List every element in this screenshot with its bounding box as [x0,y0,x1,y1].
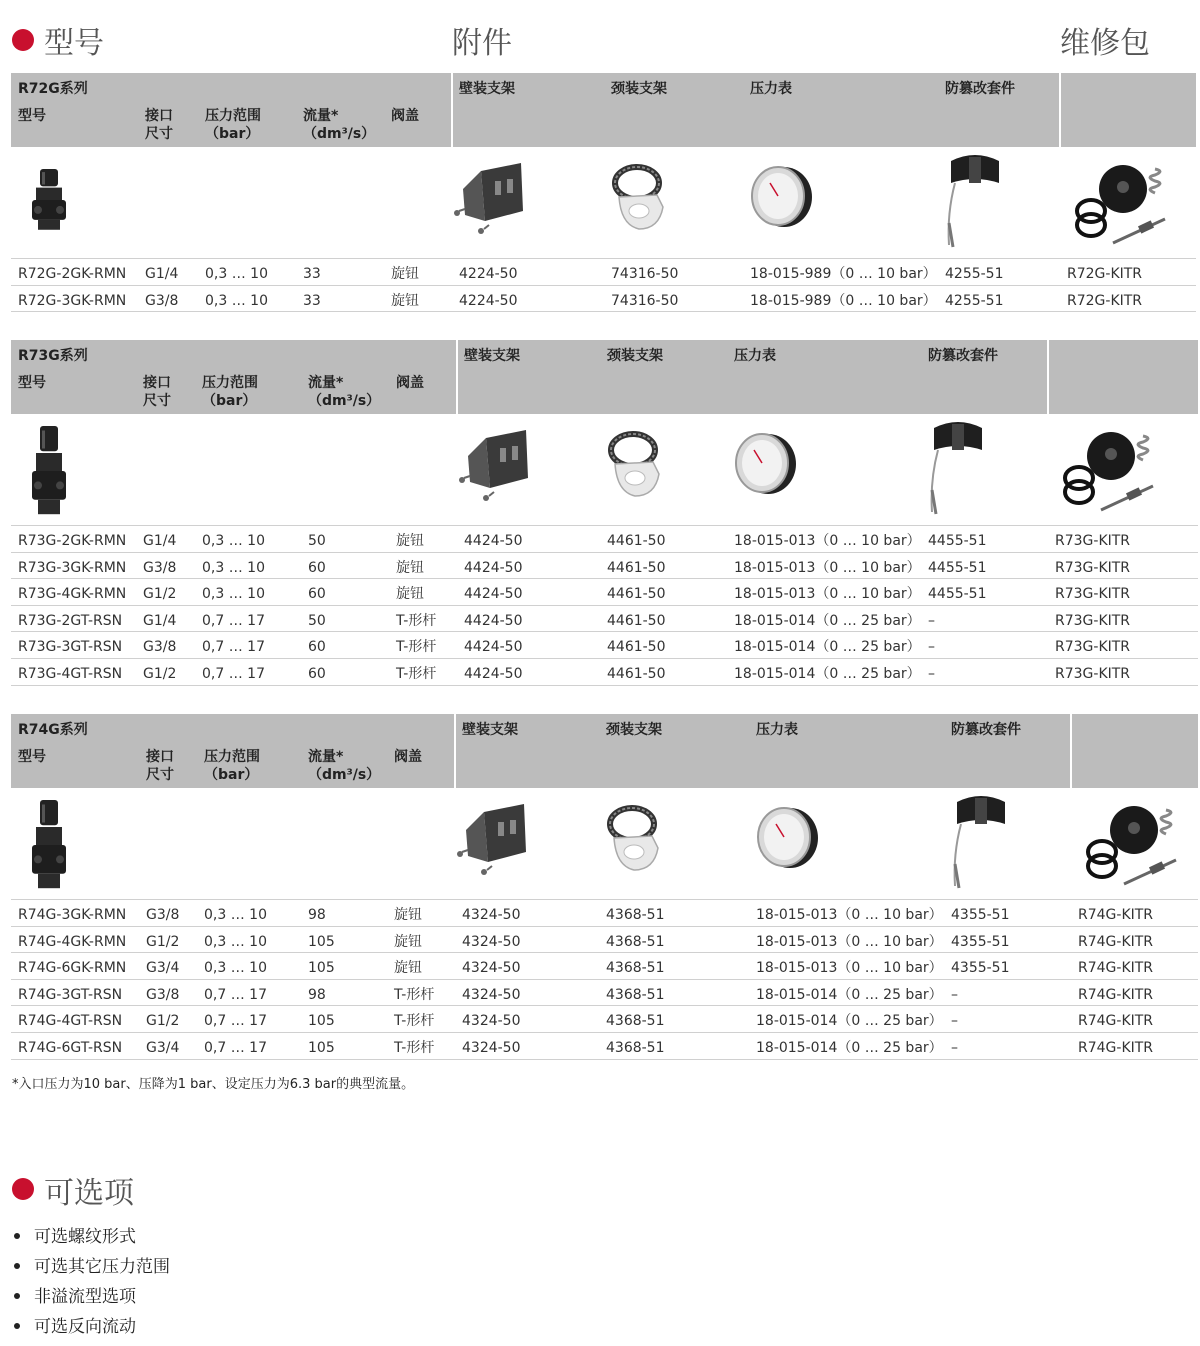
neck-bracket-image [602,800,672,880]
table-header-kit [1049,340,1198,414]
table-cell: 60 [308,586,326,603]
table-cell: – [951,1013,958,1030]
table-cell: 4461-50 [607,666,666,682]
options-list [12,1222,170,1342]
table-cell: 0,7 … 17 [202,639,265,656]
table-cell: 18-015-013（0 … 10 bar） [756,907,943,923]
table-cell: 33 [303,266,321,282]
table-cell: R73G-KITR [1055,666,1131,682]
column-header-neck-bracket: 颈装支架 [611,81,667,97]
table-cell: G1/4 [143,533,177,549]
table-cell: G3/4 [146,960,180,977]
table-cell: 4224-50 [459,266,518,282]
table-cell: 74316-50 [611,292,679,309]
table-cell: 50 [308,533,326,549]
table-cell: R73G-2GK-RMN [18,533,127,549]
table-cell: 4368-51 [606,986,665,1003]
table-cell: 4324-50 [462,1013,521,1030]
table-cell: 18-015-014（0 … 25 bar） [756,1013,943,1030]
table-cell: 4355-51 [951,960,1010,977]
column-header-port: 接口 尺寸 [143,375,171,409]
table-cell: 4324-50 [462,960,521,977]
table-cell: 4355-51 [951,907,1010,923]
table-cell: 4461-50 [607,612,666,629]
row-divider [11,1005,1198,1006]
table-cell: 4455-51 [928,559,987,576]
row-divider [11,685,1198,686]
table-cell: G1/2 [146,1013,180,1030]
row-divider [11,311,1196,312]
table-cell: G1/2 [143,586,177,603]
table-cell: R73G-KITR [1055,612,1131,629]
row-divider [11,1032,1198,1033]
table-cell: R74G-KITR [1078,1040,1154,1056]
table-cell: 105 [308,1013,335,1030]
table-cell: 50 [308,612,326,629]
row-divider [11,552,1198,553]
accessories-heading: 附件 [452,26,512,61]
list-item: 可选反向流动 [12,1312,170,1342]
list-item: 非溢流型选项 [12,1282,170,1312]
column-header-port: 接口 尺寸 [145,108,173,142]
gauge-image [730,428,800,502]
table-cell: 旋钮 [394,907,422,923]
column-header-tamper-kit: 防篡改套件 [945,81,1015,97]
table-cell: R74G-4GT-RSN [18,1013,123,1030]
table-cell: – [951,986,958,1003]
table-cell: 4424-50 [464,586,523,603]
table-cell: 18-015-014（0 … 25 bar） [734,639,921,656]
tamper-kit-image [951,794,1011,896]
neck-bracket-image [607,159,677,239]
table-cell: 4461-50 [607,586,666,603]
table-cell: 0,3 … 10 [202,559,265,576]
column-header-gauge: 压力表 [734,348,776,364]
table-cell: 4424-50 [464,533,523,549]
table-cell: 18-015-014（0 … 25 bar） [756,1040,943,1056]
table-cell: 18-015-013（0 … 10 bar） [756,960,943,977]
table-cell: 18-015-013（0 … 10 bar） [734,586,921,603]
table-cell: G3/8 [143,559,177,576]
table-cell: R73G-3GK-RMN [18,559,127,576]
table-cell: 4255-51 [945,292,1004,309]
column-header-wall-bracket: 壁装支架 [464,348,520,364]
table-cell: T-形杆 [394,986,435,1003]
table-cell: 4368-51 [606,1013,665,1030]
table-cell: G1/2 [146,933,180,950]
table-cell: 18-015-014（0 … 25 bar） [756,986,943,1003]
table-cell: 60 [308,639,326,656]
table-cell: 旋钮 [391,292,419,309]
table-cell: 旋钮 [396,586,424,603]
table-cell: 旋钮 [396,559,424,576]
table-cell: 60 [308,559,326,576]
row-divider [11,605,1198,606]
table-cell: G3/8 [146,986,180,1003]
series-title: R72G系列 [18,81,88,97]
row-divider [11,926,1198,927]
list-item: 可选其它压力范围 [12,1252,170,1282]
table-cell: 4424-50 [464,559,523,576]
table-cell: T-形杆 [396,666,437,682]
column-header-model: 型号 [18,375,46,391]
column-header-bonnet: 阀盖 [394,749,422,765]
table-cell: R73G-3GT-RSN [18,639,123,656]
table-cell: 0,3 … 10 [205,266,268,282]
table-cell: 105 [308,933,335,950]
row-divider [11,899,1198,900]
column-header-flow: 流量* （dm³/s） [303,108,376,142]
table-cell: 18-015-014（0 … 25 bar） [734,666,921,682]
table-cell: T-形杆 [394,1013,435,1030]
table-cell: 4355-51 [951,933,1010,950]
table-cell: 4455-51 [928,533,987,549]
column-header-gauge: 压力表 [750,81,792,97]
column-header-model: 型号 [18,749,46,765]
repair-kit-image [1057,428,1161,522]
table-cell: G1/4 [143,612,177,629]
tamper-kit-image [945,153,1005,255]
table-cell: – [951,1040,958,1056]
wall-bracket-image [456,426,536,508]
column-header-wall-bracket: 壁装支架 [459,81,515,97]
table-cell: R73G-4GT-RSN [18,666,123,682]
table-cell: 0,7 … 17 [202,666,265,682]
table-cell: 4324-50 [462,986,521,1003]
table-cell: R74G-4GK-RMN [18,933,127,950]
table-cell: 4324-50 [462,1040,521,1056]
table-cell: 74316-50 [611,266,679,282]
table-cell: R72G-3GK-RMN [18,292,127,309]
repair-kit-heading: 维修包 [1060,26,1150,61]
table-cell: – [928,612,935,629]
column-header-tamper-kit: 防篡改套件 [928,348,998,364]
table-cell: G3/8 [143,639,177,656]
row-divider [11,658,1198,659]
table-cell: 4255-51 [945,266,1004,282]
tamper-kit-image [928,420,988,522]
table-cell: 0,3 … 10 [205,292,268,309]
table-cell: T-形杆 [396,639,437,656]
column-header-pressure: 压力范围 （bar） [202,375,258,409]
repair-kit-image [1069,161,1173,255]
table-cell: 旋钮 [396,533,424,549]
table-cell: 4461-50 [607,559,666,576]
table-cell: 18-015-013（0 … 10 bar） [734,533,921,549]
table-cell: R74G-6GK-RMN [18,960,127,977]
table-cell: R73G-KITR [1055,559,1131,576]
row-divider [11,525,1198,526]
regulator-image [26,426,72,520]
series-title: R73G系列 [18,348,88,364]
row-divider [11,979,1198,980]
footnote: *入口压力为10 bar、压降为1 bar、设定压力为6.3 bar的典型流量。 [12,1077,415,1092]
row-divider [11,1059,1198,1060]
table-cell: 0,3 … 10 [204,907,267,923]
column-header-bonnet: 阀盖 [391,108,419,124]
table-cell: 18-015-989（0 … 10 bar） [750,266,937,282]
table-cell: R74G-3GK-RMN [18,907,127,923]
table-cell: 18-015-013（0 … 10 bar） [756,933,943,950]
column-header-pressure: 压力范围 （bar） [204,749,260,783]
table-cell: 18-015-014（0 … 25 bar） [734,612,921,629]
table-cell: 4324-50 [462,933,521,950]
table-cell: 4324-50 [462,907,521,923]
row-divider [11,285,1196,286]
table-cell: 4424-50 [464,612,523,629]
table-cell: R73G-KITR [1055,639,1131,656]
table-cell: R73G-4GK-RMN [18,586,127,603]
column-header-tamper-kit: 防篡改套件 [951,722,1021,738]
table-cell: 98 [308,986,326,1003]
table-cell: 4424-50 [464,639,523,656]
table-cell: 98 [308,907,326,923]
gauge-image [752,802,822,876]
regulator-image [26,800,72,894]
column-header-neck-bracket: 颈装支架 [606,722,662,738]
column-header-port: 接口 尺寸 [146,749,174,783]
neck-bracket-image [603,426,673,506]
row-divider [11,578,1198,579]
table-cell: T-形杆 [394,1040,435,1056]
table-cell: T-形杆 [396,612,437,629]
bullet-dot [12,29,34,51]
table-cell: 4424-50 [464,666,523,682]
table-cell: 0,3 … 10 [204,960,267,977]
models-heading: 型号 [44,26,104,61]
table-cell: R74G-KITR [1078,1013,1154,1030]
column-header-neck-bracket: 颈装支架 [607,348,663,364]
wall-bracket-image [451,159,531,241]
table-cell: R74G-KITR [1078,907,1154,923]
table-cell: R73G-KITR [1055,533,1131,549]
table-cell: G3/4 [146,1040,180,1056]
table-cell: 4224-50 [459,292,518,309]
table-header-kit [1072,714,1198,788]
column-header-bonnet: 阀盖 [396,375,424,391]
table-cell: R74G-KITR [1078,986,1154,1003]
table-cell: 18-015-013（0 … 10 bar） [734,559,921,576]
table-cell: G1/4 [145,266,179,282]
regulator-image [26,169,72,235]
column-header-gauge: 压力表 [756,722,798,738]
table-cell: 60 [308,666,326,682]
column-header-flow: 流量* （dm³/s） [308,749,381,783]
table-cell: 105 [308,1040,335,1056]
table-cell: R72G-KITR [1067,292,1143,309]
table-cell: 18-015-989（0 … 10 bar） [750,292,937,309]
column-header-wall-bracket: 壁装支架 [462,722,518,738]
list-item: 可选螺纹形式 [12,1222,170,1252]
column-header-pressure: 压力范围 （bar） [205,108,261,142]
table-cell: 0,7 … 17 [204,986,267,1003]
table-cell: G3/8 [146,907,180,923]
table-cell: G1/2 [143,666,177,682]
table-cell: 4461-50 [607,639,666,656]
table-cell: R72G-2GK-RMN [18,266,127,282]
table-cell: 4461-50 [607,533,666,549]
table-cell: 4368-51 [606,1040,665,1056]
table-cell: 0,3 … 10 [204,933,267,950]
table-cell: 旋钮 [391,266,419,282]
table-cell: 0,3 … 10 [202,533,265,549]
table-cell: 旋钮 [394,933,422,950]
table-cell: 0,3 … 10 [202,586,265,603]
column-header-flow: 流量* （dm³/s） [308,375,381,409]
row-divider [11,631,1198,632]
repair-kit-image [1080,802,1184,896]
column-header-model: 型号 [18,108,46,124]
table-cell: R72G-KITR [1067,266,1143,282]
table-cell: 105 [308,960,335,977]
table-cell: R73G-2GT-RSN [18,612,123,629]
table-cell: R74G-3GT-RSN [18,986,123,1003]
table-cell: 4368-51 [606,933,665,950]
table-cell: 0,7 … 17 [202,612,265,629]
options-heading: 可选项 [44,1176,134,1211]
table-cell: 0,7 … 17 [204,1040,267,1056]
table-cell: R73G-KITR [1055,586,1131,603]
row-divider [11,258,1196,259]
table-cell: G3/8 [145,292,179,309]
table-cell: R74G-KITR [1078,960,1154,977]
table-cell: R74G-6GT-RSN [18,1040,123,1056]
table-cell: – [928,639,935,656]
series-title: R74G系列 [18,722,88,738]
bullet-dot [12,1178,34,1200]
table-cell: 4455-51 [928,586,987,603]
table-header-kit [1061,73,1196,147]
table-cell: – [928,666,935,682]
table-cell: 4368-51 [606,907,665,923]
gauge-image [746,161,816,235]
row-divider [11,952,1198,953]
table-cell: 0,7 … 17 [204,1013,267,1030]
table-cell: 旋钮 [394,960,422,977]
table-cell: 33 [303,292,321,309]
table-cell: 4368-51 [606,960,665,977]
table-cell: R74G-KITR [1078,933,1154,950]
wall-bracket-image [454,800,534,882]
